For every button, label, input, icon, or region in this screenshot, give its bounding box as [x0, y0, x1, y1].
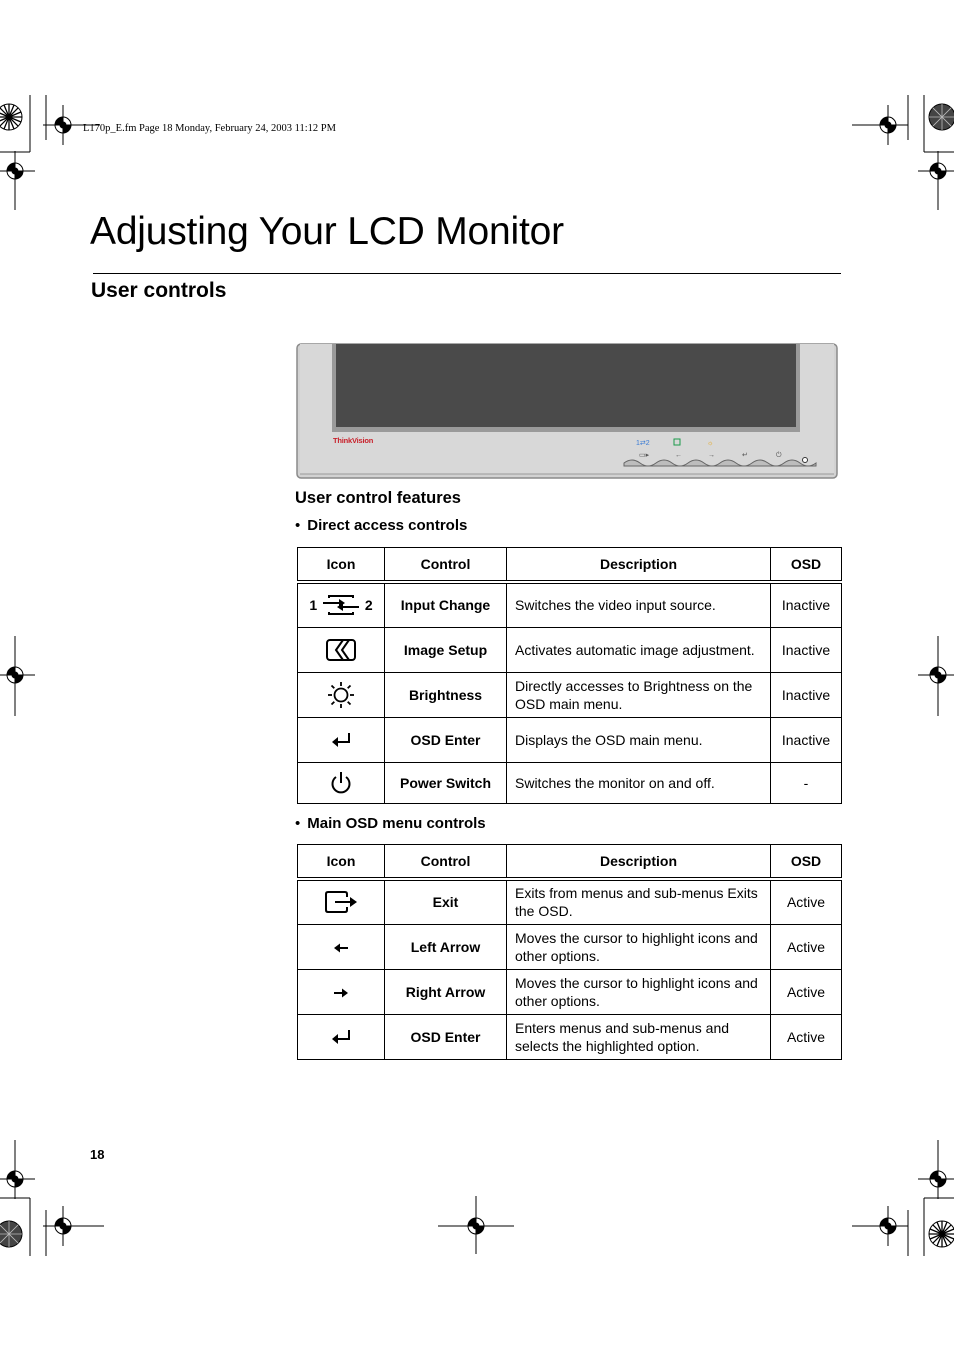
table-header-row	[298, 845, 842, 880]
control-description: Enters menus and sub-menus and selects the highlighted option.	[507, 1014, 771, 1059]
enter-icon	[330, 1028, 352, 1046]
svg-text:▭▸: ▭▸	[639, 452, 650, 459]
control-description: Activates automatic image adjustment.	[507, 627, 771, 672]
monitor-illustration	[296, 343, 838, 479]
column-header: Description	[507, 548, 771, 583]
column-header: Description	[507, 845, 771, 880]
table-row	[298, 924, 842, 969]
control-description: Exits from menus and sub-menus Exits the OSD.	[507, 879, 771, 924]
svg-text:☼: ☼	[707, 440, 714, 447]
control-description: Directly accesses to Brightness on the OSD main menu.	[507, 672, 771, 717]
svg-text:↵: ↵	[742, 452, 748, 459]
table-header-row	[298, 548, 842, 583]
main-osd-table	[297, 844, 842, 1060]
direct-access-table	[297, 547, 842, 804]
column-header: Icon	[298, 845, 385, 880]
control-description: Moves the cursor to highlight icons and other options.	[507, 924, 771, 969]
exit-icon	[323, 890, 359, 914]
osd-status: Active	[771, 1014, 842, 1059]
osd-status: Inactive	[771, 627, 842, 672]
control-name: Left Arrow	[385, 924, 507, 969]
input-change-icon	[321, 594, 361, 616]
control-name: OSD Enter	[385, 1014, 507, 1059]
column-header: Icon	[298, 548, 385, 583]
control-description: Moves the cursor to highlight icons and other options.	[507, 969, 771, 1014]
table-row	[298, 879, 842, 924]
image-setup-icon	[325, 638, 357, 662]
enter-icon	[330, 731, 352, 749]
control-description: Switches the video input source.	[507, 582, 771, 627]
section-title: User controls	[91, 279, 227, 302]
features-title: User control features	[295, 489, 461, 507]
control-name: Input Change	[385, 582, 507, 627]
control-description: Switches the monitor on and off.	[507, 762, 771, 803]
column-header: OSD	[771, 845, 842, 880]
osd-status: Inactive	[771, 582, 842, 627]
control-name: Exit	[385, 879, 507, 924]
table-row	[298, 969, 842, 1014]
table-row	[298, 672, 842, 717]
column-header: Control	[385, 548, 507, 583]
control-name: Image Setup	[385, 627, 507, 672]
osd-status: Active	[771, 969, 842, 1014]
table-row	[298, 717, 842, 762]
column-header: OSD	[771, 548, 842, 583]
svg-text:1⇄2: 1⇄2	[636, 440, 650, 447]
page-number: 18	[90, 1147, 105, 1162]
brand-logo: ThinkVision	[333, 436, 374, 445]
control-name: OSD Enter	[385, 717, 507, 762]
page-title: Adjusting Your LCD Monitor	[90, 210, 564, 253]
osd-status: Inactive	[771, 672, 842, 717]
column-header: Control	[385, 845, 507, 880]
title-rule	[93, 273, 841, 274]
svg-text:←: ←	[675, 452, 682, 459]
brightness-icon	[326, 680, 356, 710]
svg-text:→: →	[708, 452, 715, 459]
osd-status: Active	[771, 924, 842, 969]
control-description: Displays the OSD main menu.	[507, 717, 771, 762]
main-osd-heading: • Main OSD menu controls	[295, 815, 486, 832]
osd-status: -	[771, 762, 842, 803]
table-row	[298, 1014, 842, 1059]
direct-access-heading: • Direct access controls	[295, 517, 468, 534]
table-row	[298, 762, 842, 803]
table-row	[298, 627, 842, 672]
osd-status: Active	[771, 879, 842, 924]
control-name: Right Arrow	[385, 969, 507, 1014]
osd-status: Inactive	[771, 717, 842, 762]
control-name: Power Switch	[385, 762, 507, 803]
power-icon	[329, 770, 353, 796]
left-arrow-icon	[333, 942, 349, 954]
control-name: Brightness	[385, 672, 507, 717]
table-row: 1 2 Input Change Switches the video input source. Inactive	[298, 582, 842, 627]
svg-text:⏻: ⏻	[776, 452, 782, 459]
right-arrow-icon	[333, 987, 349, 999]
file-header: L170p_E.fm Page 18 Monday, February 24, 2003 11:12 PM	[83, 123, 336, 134]
